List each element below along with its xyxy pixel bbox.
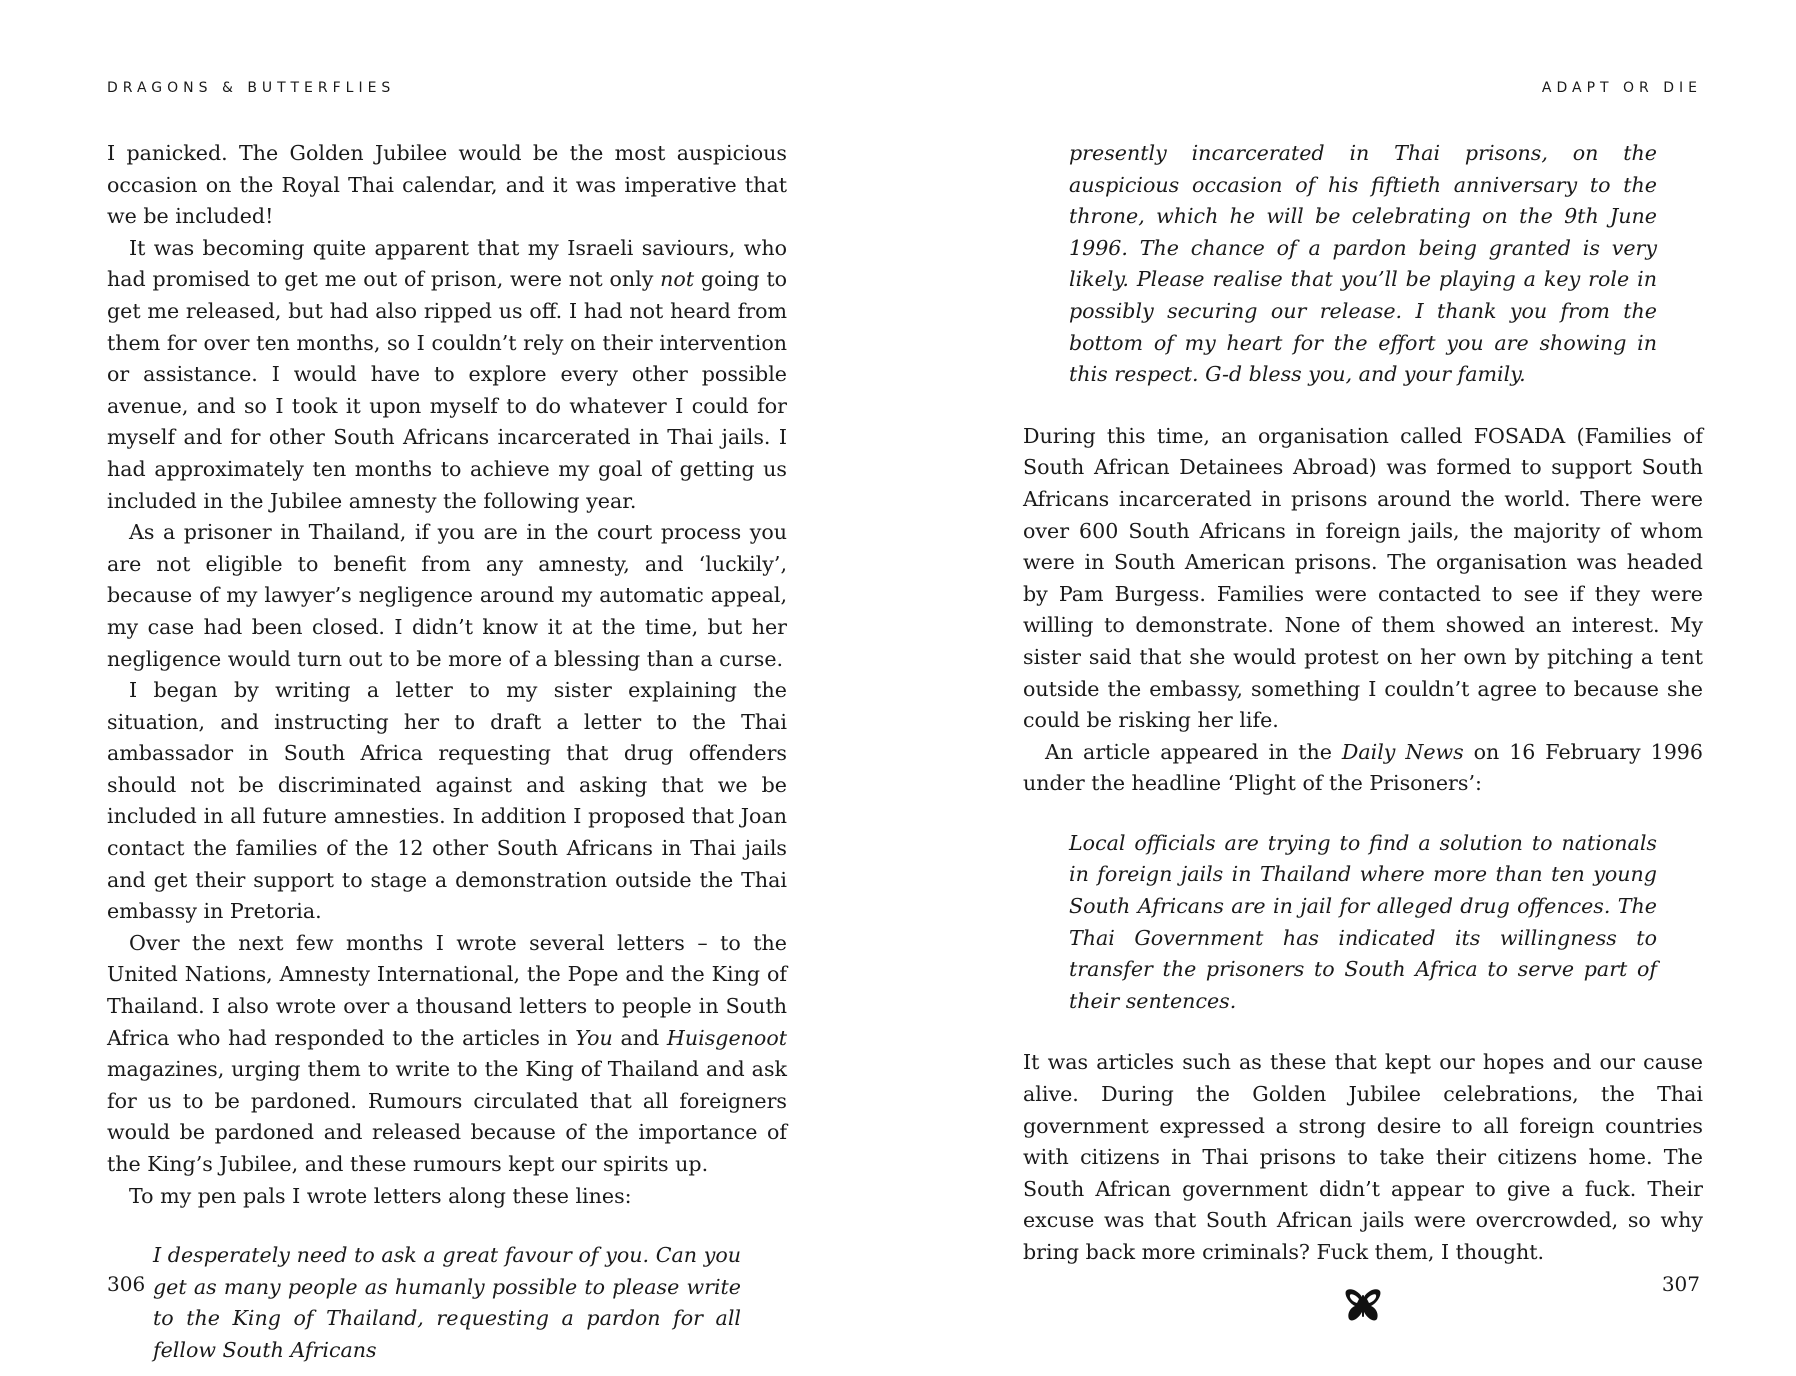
running-head-left: DRAGONS & BUTTERFLIES (107, 80, 396, 96)
paragraph: It was articles such as these that kept our hopes and our cause alive. During the Golden Jubilee celebrations, the Thai government expressed a strong desire to all foreign countries with citizens in Thai prisons to take their citizens home. The South African government didn’t appear to give a fuck. Their excuse was that South African jails were overcrowded, so why bring back more criminals? Fuck them, I thought. (1023, 1050, 1703, 1264)
block-quote: Local officials are trying to find a solution to nationals in foreign jails in Thailand where more than ten young South Africans are in jail for alleged drug offences. The Thai Government has indicated its willingness to transfer the prisoners to South Africa to serve part of their sentences. (1069, 830, 1657, 1013)
paragraph: Over the next few months I wrote several letters – to the United Nations, Amnesty International, the Pope and the King of Thailand. I also wrote over a thousand letters to people in South Africa who had responded to the articles in You and Huisgenoot magazines, urging them to write to the King of Thailand and ask for us to be pardoned. Rumours circulated that all foreigners would be pardoned and released because of the importance of the King’s Jubilee, and these rumours kept our spirits up. (107, 930, 787, 1176)
left-text-block (107, 138, 787, 1367)
page-number-left: 306 (107, 1272, 146, 1296)
paragraph: To my pen pals I wrote letters along these lines: (129, 1183, 632, 1208)
paragraph: As a prisoner in Thailand, if you are in the court process you are not eligible to benefit from any amnesty, and ‘luckily’, because of my lawyer’s negligence around my automatic appeal, my case had been closed. I didn’t know it at the time, but her negligence would turn out to be more of a blessing than a curse. (107, 520, 787, 671)
right-text-block (1023, 138, 1703, 1325)
block-quote: I desperately need to ask a great favour of you. Can you get as many people as humanly possible to please write to the King of Thailand, requesting a pardon for all fellow South Africans (153, 1243, 741, 1362)
block-quote-continued: presently incarcerated in Thai prisons, on the auspicious occasion of his fiftieth anniversary to the throne, which he will be celebrating on the 9th June 1996. The chance of a pardon being granted is very likely. Please realise that you’ll be playing a key role in possibly securing our release. I thank you from the bottom of my heart for the effort you are showing in this respect. G-d bless you, and your family. (1069, 141, 1657, 387)
paragraph: It was becoming quite apparent that my Israeli saviours, who had promised to get me out of prison, were not only not going to get me released, but had also ripped us off. I had not heard from them for over ten months, so I couldn’t rely on their intervention or assistance. I would have to explore every other possible avenue, and so I took it upon myself to do whatever I could for myself and for other South Africans incarcerated in Thai jails. I had approximately ten months to achieve my goal of getting us included in the Jubilee amnesty the following year. (107, 235, 787, 513)
right-page (898, 0, 1796, 1376)
paragraph: I began by writing a letter to my sister explaining the situation, and instructing her to draft a letter to the Thai ambassador in South Africa requesting that drug offenders should not be discriminated against and asking that we be included in all future amnesties. In addition I proposed that Joan contact the families of the 12 other South Africans in Thai jails and get their support to stage a demonstration outside the Thai embassy in Pretoria. (107, 678, 787, 924)
running-head-right: ADAPT OR DIE (1541, 80, 1702, 96)
paragraph: An article appeared in the Daily News on 16 February 1996 under the headline ‘Plight of the Prisoners’: (1023, 739, 1704, 796)
paragraph: I panicked. The Golden Jubilee would be the most auspicious occasion on the Royal Thai calendar, and it was imperative that we be included! (107, 141, 787, 229)
page-number-right: 307 (1661, 1272, 1700, 1296)
paragraph: During this time, an organisation called FOSADA (Families of South African Detainees Abroad) was formed to support South Africans incarcerated in prisons around the world. There were over 600 South Africans in foreign jails, the majority of whom were in South American prisons. The organisation was headed by Pam Burgess. Families were contacted to see if they were willing to demonstrate. None of them showed an interest. My sister said that she would protest on her own by pitching a tent outside the embassy, something I couldn’t agree to because she could be risking her life. (1023, 423, 1703, 733)
butterfly-icon (1343, 1287, 1383, 1325)
